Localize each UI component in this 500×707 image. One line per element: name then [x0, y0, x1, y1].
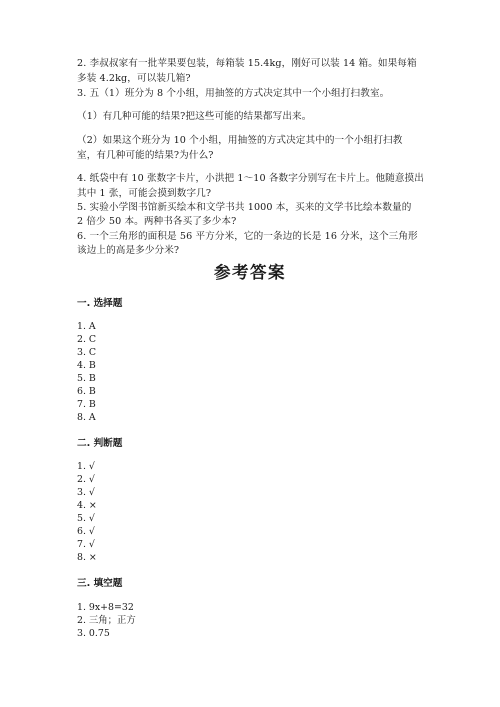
answer-item: 3. √ [77, 487, 95, 498]
answer-item: 2. √ [77, 474, 95, 485]
answer-item: 8. × [77, 552, 97, 563]
question-6-line-2: 该边上的高是多少分米? [77, 245, 180, 256]
answer-item: 8. A [77, 412, 96, 423]
question-3-line-1: 3. 五（1）班分为 8 个小组，用抽签的方式决定其中一个小组打扫教室。 [77, 88, 390, 99]
answer-item: 3. C [77, 347, 97, 358]
answer-item: 1. √ [77, 461, 95, 472]
question-3-subquestion-1: （1）有几种可能的结果?把这些可能的结果都写出来。 [77, 111, 312, 122]
question-5-line-2: 2 倍少 50 本。两种书各买了多少本? [77, 216, 237, 227]
answer-item: 4. × [77, 500, 97, 511]
answer-item: 2. 三角；正方 [77, 615, 136, 626]
answer-item: 5. B [77, 373, 96, 384]
question-5-line-1: 5. 实验小学图书馆新买绘本和文学书共 1000 本，买来的文学书比绘本数量的 [77, 202, 412, 213]
section-heading-judge: 二. 判断题 [77, 438, 123, 449]
question-3-subquestion-2-line-2: 室，有几种可能的结果?为什么? [77, 150, 214, 161]
answer-item: 5. √ [77, 513, 95, 524]
section-heading-choice: 一. 选择题 [77, 298, 123, 309]
question-6-line-1: 6. 一个三角形的面积是 56 平方分米，它的一条边的长是 16 分米，这个三角形 [77, 231, 418, 242]
question-4-line-2: 其中 1 张，可能会摸到数字几? [77, 188, 212, 199]
answer-item: 6. √ [77, 526, 95, 537]
question-2-line-2: 多装 4.2kg，可以装几箱? [77, 73, 191, 84]
question-4-line-1: 4. 纸袋中有 10 张数字卡片，小洪把 1～10 各数字分别写在卡片上。他随意摸出 [77, 173, 424, 184]
answer-item: 7. √ [77, 539, 95, 550]
answer-item: 1. 9x+8=32 [77, 602, 134, 613]
answer-key-title: 参考答案 [214, 263, 286, 282]
section-heading-fill: 三. 填空题 [77, 578, 123, 589]
answer-item: 6. B [77, 386, 96, 397]
answer-item: 7. B [77, 399, 96, 410]
answer-item: 1. A [77, 321, 96, 332]
answer-item: 4. B [77, 360, 96, 371]
answer-item: 2. C [77, 334, 97, 345]
question-3-subquestion-2-line-1: （2）如果这个班分为 10 个小组，用抽签的方式决定其中的一个小组打扫教 [77, 135, 403, 146]
answer-item: 3. 0.75 [77, 628, 110, 639]
question-2-line-1: 2. 李叔叔家有一批苹果要包装，每箱装 15.4kg，刚好可以装 14 箱。如果每箱 [77, 58, 417, 69]
